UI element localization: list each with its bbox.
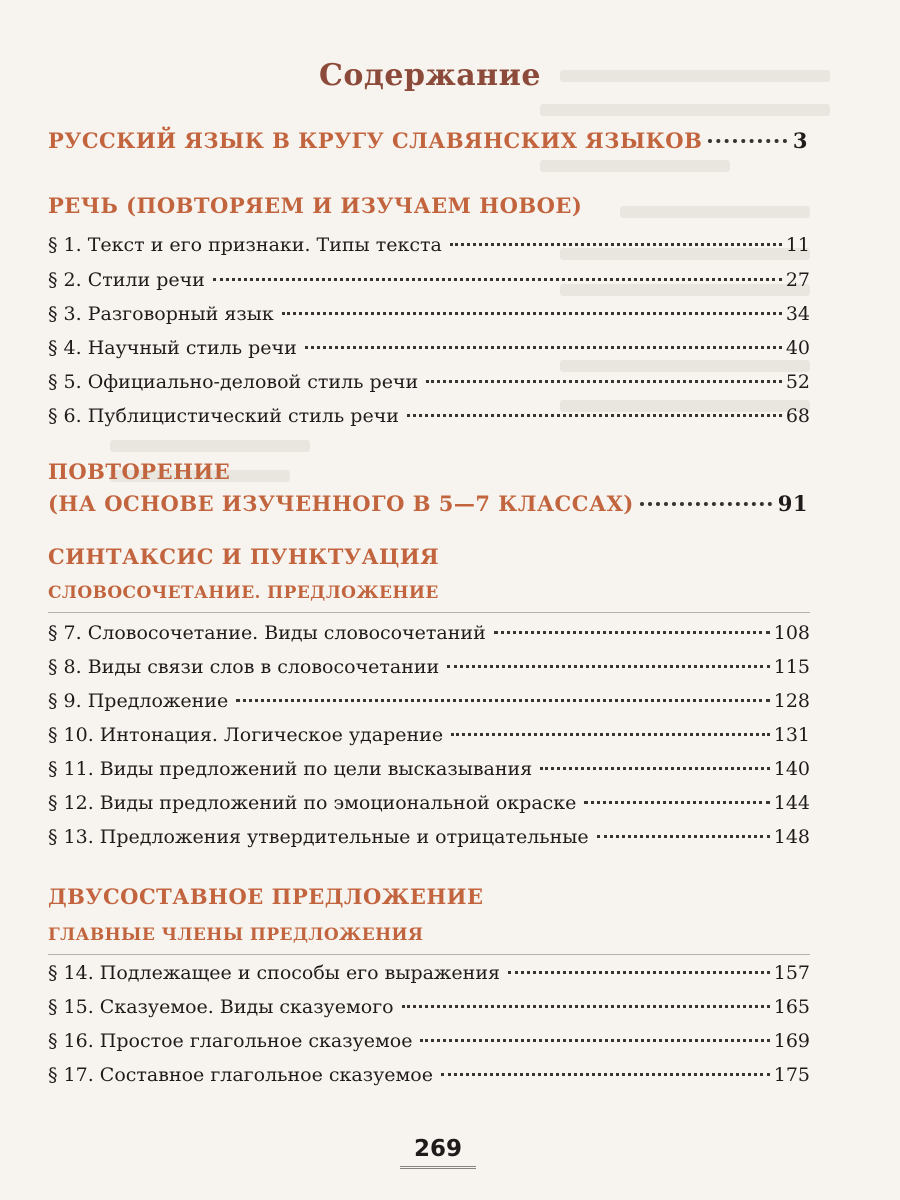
- section-repetition: [48, 491, 808, 516]
- section-russian-page: 3: [792, 128, 808, 153]
- page-number-underline: [400, 1166, 476, 1169]
- leader-dots: [305, 346, 782, 349]
- toc-entry-page: 11: [785, 234, 810, 256]
- toc-entry-page: 144: [773, 792, 810, 814]
- toc-entry-page: 157: [773, 962, 810, 984]
- toc-entry-5: [48, 371, 810, 393]
- toc-entry-title: § 7. Словосочетание. Виды словосочетаний: [48, 622, 486, 644]
- toc-entry-4: [48, 337, 810, 359]
- toc-entry-page: 40: [785, 337, 810, 359]
- toc-entry-title: § 16. Простое глагольное сказуемое: [48, 1030, 413, 1052]
- toc-entry-title: § 14. Подлежащее и способы его выражения: [48, 962, 500, 984]
- toc-entry-title: § 17. Составное глагольное сказуемое: [48, 1064, 433, 1086]
- toc-entry-3: [48, 303, 810, 325]
- leader-dots: [426, 380, 782, 383]
- toc-entry-title: § 11. Виды предложений по цели высказывания: [48, 758, 533, 780]
- toc-entry-title: § 12. Виды предложений по эмоциональной окраске: [48, 792, 577, 814]
- toc-entry-12: [48, 792, 810, 814]
- section-repetition-page: 91: [777, 491, 808, 516]
- toc-entry-8: [48, 656, 810, 678]
- toc-entry-2: [48, 269, 810, 291]
- section-divider: [48, 612, 810, 613]
- toc-entry-title: § 15. Сказуемое. Виды сказуемого: [48, 996, 394, 1018]
- section-syntax: СИНТАКСИС И ПУНКТУАЦИЯ: [48, 544, 440, 569]
- page-number: 269: [413, 1136, 462, 1162]
- section-two-part-sentence: ДВУСОСТАВНОЕ ПРЕДЛОЖЕНИЕ: [48, 884, 484, 909]
- leader-dots: [640, 502, 772, 506]
- leader-dots: [508, 971, 770, 974]
- leader-dots: [407, 414, 782, 417]
- subsection-phrase: СЛОВОСОЧЕТАНИЕ. ПРЕДЛОЖЕНИЕ: [48, 583, 439, 603]
- leader-dots: [213, 278, 782, 281]
- toc-entry-17: [48, 1064, 810, 1086]
- toc-entry-page: 165: [773, 996, 810, 1018]
- toc-entry-title: § 13. Предложения утвердительные и отрицательные: [48, 826, 589, 848]
- subsection-main-members: ГЛАВНЫЕ ЧЛЕНЫ ПРЕДЛОЖЕНИЯ: [48, 925, 424, 945]
- toc-entry-9: [48, 690, 810, 712]
- toc-entry-16: [48, 1030, 810, 1052]
- toc-entry-7: [48, 622, 810, 644]
- toc-entry-1: [48, 234, 810, 256]
- leader-dots: [450, 243, 782, 246]
- toc-entry-title: § 4. Научный стиль речи: [48, 337, 297, 359]
- leader-dots: [420, 1039, 769, 1042]
- leader-dots: [282, 312, 782, 315]
- page-title: Содержание: [319, 58, 541, 93]
- section-divider: [48, 954, 810, 955]
- toc-entry-title: § 6. Публицистический стиль речи: [48, 405, 399, 427]
- leader-dots: [451, 733, 770, 736]
- leader-dots: [584, 801, 769, 804]
- toc-entry-14: [48, 962, 810, 984]
- section-russian-language: [48, 128, 808, 153]
- toc-entry-page: 148: [773, 826, 810, 848]
- toc-entry-title: § 10. Интонация. Логическое ударение: [48, 724, 444, 746]
- toc-entry-title: § 5. Официально-деловой стиль речи: [48, 371, 419, 393]
- toc-entry-6: [48, 405, 810, 427]
- leader-dots: [708, 139, 787, 143]
- toc-entry-page: 68: [785, 405, 810, 427]
- toc-entry-15: [48, 996, 810, 1018]
- leader-dots: [494, 631, 770, 634]
- leader-dots: [441, 1073, 770, 1076]
- leader-dots: [447, 665, 770, 668]
- toc-entry-page: 108: [773, 622, 810, 644]
- leader-dots: [597, 835, 770, 838]
- toc-entry-page: 169: [773, 1030, 810, 1052]
- toc-entry-page: 131: [773, 724, 810, 746]
- toc-entry-page: 175: [773, 1064, 810, 1086]
- toc-entry-page: 34: [785, 303, 810, 325]
- toc-entry-page: 128: [773, 690, 810, 712]
- section-speech: РЕЧЬ (ПОВТОРЯЕМ И ИЗУЧАЕМ НОВОЕ): [48, 193, 583, 218]
- toc-entry-11: [48, 758, 810, 780]
- toc-entry-title: § 8. Виды связи слов в словосочетании: [48, 656, 440, 678]
- toc-entry-13: [48, 826, 810, 848]
- toc-entry-page: 52: [785, 371, 810, 393]
- toc-entry-page: 140: [773, 758, 810, 780]
- section-russian-title: РУССКИЙ ЯЗЫК В КРУГУ СЛАВЯНСКИХ ЯЗЫКОВ: [48, 128, 703, 153]
- section-repetition-subtitle: (НА ОСНОВЕ ИЗУЧЕННОГО В 5—7 КЛАССАХ): [48, 491, 634, 516]
- toc-entry-title: § 9. Предложение: [48, 690, 229, 712]
- toc-entry-10: [48, 724, 810, 746]
- toc-entry-page: 27: [785, 269, 810, 291]
- toc-entry-title: § 3. Разговорный язык: [48, 303, 274, 325]
- toc-entry-page: 115: [773, 656, 810, 678]
- toc-entry-title: § 1. Текст и его признаки. Типы текста: [48, 234, 442, 256]
- leader-dots: [540, 767, 770, 770]
- leader-dots: [236, 699, 770, 702]
- toc-entry-title: § 2. Стили речи: [48, 269, 205, 291]
- leader-dots: [402, 1005, 770, 1008]
- section-repetition-title: ПОВТОРЕНИЕ: [48, 459, 231, 484]
